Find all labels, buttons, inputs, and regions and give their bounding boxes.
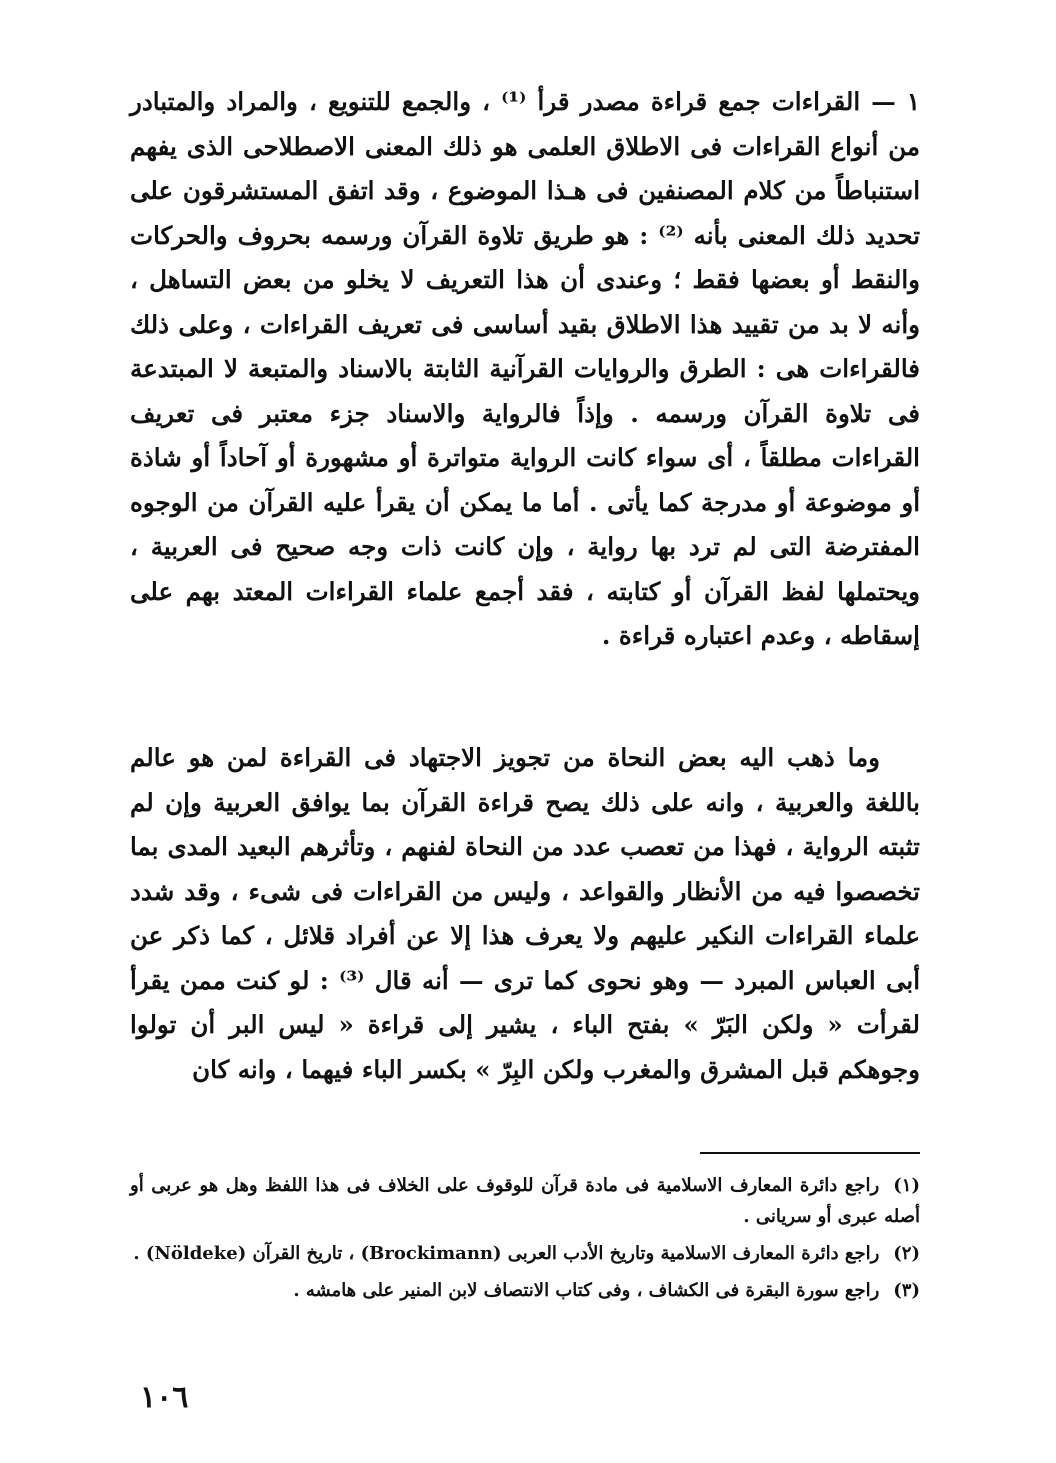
footnote-2-number: (٢) — [893, 1243, 920, 1264]
footnotes — [130, 1170, 920, 1312]
footnote-1 — [130, 1170, 920, 1232]
footnote-1-text: راجع دائرة المعارف الاسلامية فى مادة قرآن للوقوف على الخلاف فى هذا اللفظ وهل هو عربى أو أصله عبرى أو سريانى . — [130, 1175, 920, 1227]
footnote-3 — [130, 1275, 920, 1306]
footnote-2 — [130, 1238, 920, 1269]
document-page — [130, 60, 920, 1420]
footnote-2-text: راجع دائرة المعارف الاسلامية وتاريخ الأدب العربى (Brockimann) ، تاريخ القرآن (Nöldeke) . — [133, 1243, 880, 1264]
body-paragraph-2: وما ذهب اليه بعض النحاة من تجويز الاجتهاد فى القراءة لمن هو عالم باللغة والعربية ، وانه على ذلك يصح قراءة القرآن بما يوافق العربية وإن لم تثبته الرواية ، فهذا من تعصب عدد من النحاة لفنهم ، وتأثرهم البعيد المدى بما تخصصوا فيه من الأنظار والقواعد ، وليس من القراءات فى شىء ، وقد شدد علماء القراءات النكير عليهم ولا يعرف هذا إلا عن أفراد قلائل ، كما ذكر عن أبى العباس المبرد — وهو نحوى كما ترى — أنه قال ⁽³⁾ : لو كنت ممن يقرأ لقرأت « ولكن البَرّ » بفتح الباء ، يشير إلى قراءة « ليس البر أن تولوا وجوهكم قبل المشرق والمغرب ولكن البِرّ » بكسر الباء فيهما ، وانه كان — [130, 743, 920, 1084]
footnote-3-text: راجع سورة البقرة فى الكشاف ، وفى كتاب الانتصاف لابن المنير على هامشه . — [293, 1280, 880, 1301]
page-number: ١٠٦ — [140, 1380, 189, 1415]
body-paragraph-1: ١ — القراءات جمع قراءة مصدر قرأ ⁽¹⁾ ، والجمع للتنويع ، والمراد والمتبادر من أنواع القراءات فى الاطلاق العلمى هو ذلك المعنى الاصطلاحى الذى يفهم استنباطاً من كلام المصنفين فى هـذا الموضوع ، وقد اتفق المستشرقون على تحديد ذلك المعنى بأنه ⁽²⁾ : هو طريق تلاوة القرآن ورسمه بحروف والحركات والنقط أو بعضها فقط ؛ وعندى أن هذا التعريف لا يخلو من بعض التساهل ، وأنه لا بد من تقييد هذا الاطلاق بقيد أساسى فى تعريف القراءات ، وعلى ذلك فالقراءات هى : الطرق والروايات القرآنية الثابتة بالاسناد والمتبعة لا المبتدعة فى تلاوة القرآن ورسمه . وإذاً فالرواية والاسناد جزء معتبر فى تعريف القراءات مطلقاً ، أى سواء كانت الرواية متواترة أو مشهورة أو آحاداً أو شاذة أو موضوعة أو مدرجة كما يأتى . أما ما يمكن أن يقرأ عليه القرآن من الوجوه المفترضة التى لم ترد بها رواية ، وإن كانت ذات وجه صحيح فى العربية ، ويحتملها لفظ القرآن أو كتابته ، فقد أجمع علماء القراءات المعتد بهم على إسقاطه ، وعدم اعتباره قراءة . — [130, 87, 921, 650]
footnote-3-number: (٣) — [893, 1280, 920, 1301]
footnote-1-number: (١) — [893, 1175, 920, 1196]
footnote-separator — [700, 1152, 920, 1154]
